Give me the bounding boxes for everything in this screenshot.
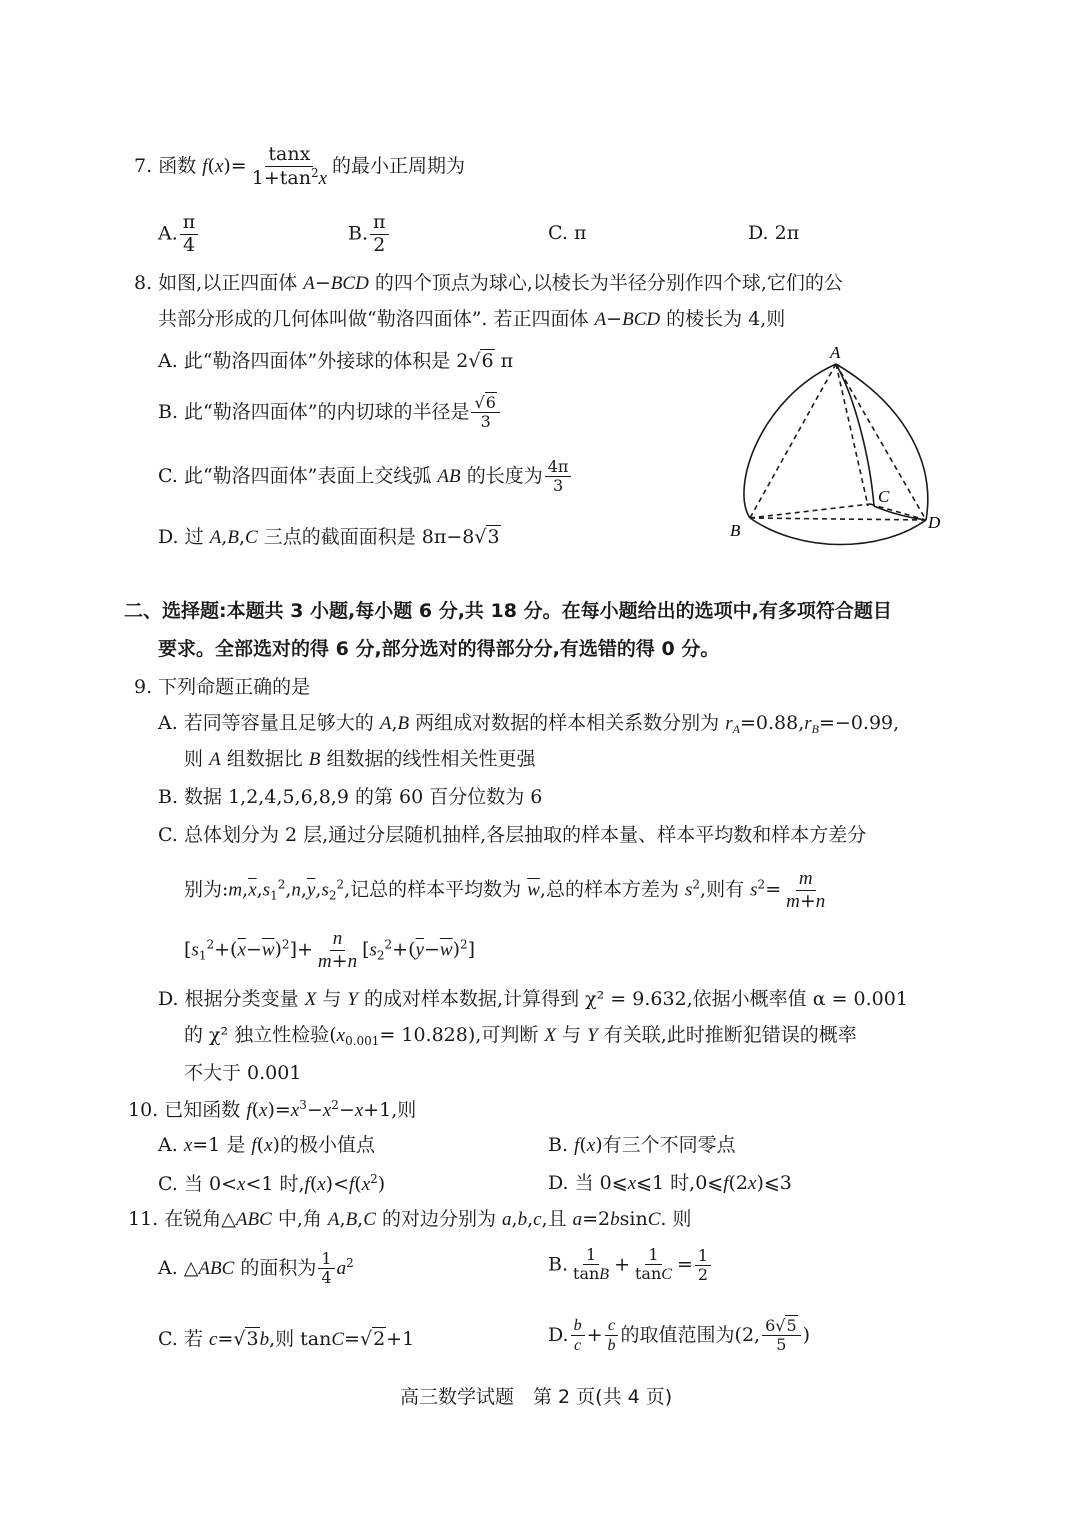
- q8-option-c: C. 此“勒洛四面体”表面上交线弧 AB 的长度为 $\frac{4\pi}{3}$: [158, 458, 573, 496]
- q8-option-a: A. 此“勒洛四面体”外接球的体积是 2√6 π: [158, 350, 514, 372]
- q10-option-b: B. f(x)有三个不同零点: [548, 1134, 736, 1156]
- q7-option-a: A. $\frac{\pi}{4}$: [158, 212, 200, 257]
- q8-option-b: B. 此“勒洛四面体”的内切球的半径是 $\frac{√6}{3}$: [158, 394, 502, 432]
- q7-fraction: $\frac{\tan x}{1+\tan^2x}$: [251, 143, 328, 189]
- q9-option-d-line3: 不大于 0.001: [184, 1062, 302, 1084]
- q11-option-b: B. $\frac{1}{\tan B}$ + $\frac{1}{\tan C}$ = $\frac{1}{2}$: [548, 1246, 713, 1285]
- q9-option-c-line2: 别为$:m,\overline{x},s_1^2,n,\overline{y},s_2^2$,记总的样本平均数为 $\overline{w}$,总的样本方差为 $s^2$,则有 $s^2=$ $\frac{m}{m+n}$: [184, 868, 826, 912]
- section2-header-line1: 二、选择题:本题共 3 小题,每小题 6 分,共 18 分。在每小题给出的选项中,有多项符合题目: [124, 600, 892, 622]
- q10-option-a: A. x=1 是 f(x)的极小值点: [158, 1134, 375, 1156]
- q8-option-d: D. 过 A,B,C 三点的截面面积是 8π−8√3: [158, 526, 500, 548]
- q9-option-b: B. 数据 1,2,4,5,6,8,9 的第 60 百分位数为 6: [158, 786, 543, 808]
- arc-ac: [836, 364, 874, 506]
- q7-stem: 7. 函数 f(x)= $\frac{\tan x}{1+\tan^2x}$ 的最小正周期为: [134, 143, 466, 189]
- q7-option-d: D. 2π: [748, 222, 800, 244]
- q9-option-a-line2: 则 A 组数据比 B 组数据的线性相关性更强: [184, 748, 536, 770]
- q7-option-b: B. $\frac{\pi}{2}$: [348, 212, 391, 257]
- q11-stem: 11. 在锐角△ABC 中,角 A,B,C 的对边分别为 a,b,c,且 a=2bsinC. 则: [128, 1208, 692, 1230]
- q7-option-c: C. π: [548, 222, 587, 244]
- edge-ab: [750, 364, 836, 518]
- q10-option-c: C. 当 0<x<1 时$,f(x)<f(x^2)$: [158, 1172, 386, 1195]
- edge-bc: [750, 504, 870, 518]
- label-d: D: [928, 513, 941, 532]
- edge-ac: [836, 364, 868, 506]
- reuleaux-tetrahedron-figure: [720, 338, 960, 578]
- q9-option-c-line3: $[s_1^2+(\overline{x}-\overline{w})^2]+$ $\frac{n}{m+n}$ $[s_2^2+(\overline{y}-\overline{w})^2]$: [184, 928, 476, 972]
- label-b: B: [730, 521, 741, 540]
- q9-option-d-line1: D. 根据分类变量 X 与 Y 的成对样本数据,计算得到 χ² = 9.632,依据小概率值 α = 0.001: [158, 988, 908, 1010]
- label-c: C: [878, 487, 890, 506]
- q9-option-a-line1: A. 若同等容量且足够大的 A,B 两组成对数据的样本相关系数分别为 $r_A=0.88,r_B=-0.99$,: [158, 712, 900, 736]
- q11-option-a: A. △ABC 的面积为 $\frac{1}{4}$ $a^2$: [158, 1249, 354, 1288]
- section2-header-line2: 要求。全部选对的得 6 分,部分选对的得部分分,有选错的得 0 分。: [158, 638, 720, 660]
- q11-option-d: D. $\frac{b}{c}$ + $\frac{c}{b}$ 的取值范围为(2, $\frac{6√5}{5}$ ): [548, 1316, 811, 1355]
- q9-option-c-line1: C. 总体划分为 2 层,通过分层随机抽样,各层抽取的样本量、样本平均数和样本方差分: [158, 824, 867, 846]
- arc-ab: [744, 364, 836, 518]
- q9-option-d-line2: 的 χ² 独立性检验$(x_{0.001}= 10.828)$,可判断 X 与 Y 有关联,此时推断犯错误的概率: [184, 1024, 857, 1048]
- q10-option-d: D. 当 0⩽x⩽1 时,0⩽f(2x)⩽3: [548, 1172, 792, 1194]
- edge-bd: [750, 518, 926, 520]
- q11-option-c: C. 若 c=√3b,则 tanC=√2+1: [158, 1328, 415, 1350]
- q10-stem: 10. 已知函数 $f(x)=x^3-x^2-x+1$,则: [128, 1098, 417, 1121]
- arc-bd: [750, 518, 926, 545]
- page-footer: 高三数学试题 第 2 页(共 4 页): [400, 1386, 673, 1408]
- label-a: A: [830, 343, 841, 362]
- q8-stem-line1: 8. 如图,以正四面体 A−BCD 的四个顶点为球心,以棱长为半径分别作四个球,它们的公: [134, 272, 843, 294]
- q9-stem: 9. 下列命题正确的是: [134, 676, 311, 698]
- q8-stem-line2: 共部分形成的几何体叫做“勒洛四面体”. 若正四面体 A−BCD 的棱长为 4,则: [158, 308, 786, 330]
